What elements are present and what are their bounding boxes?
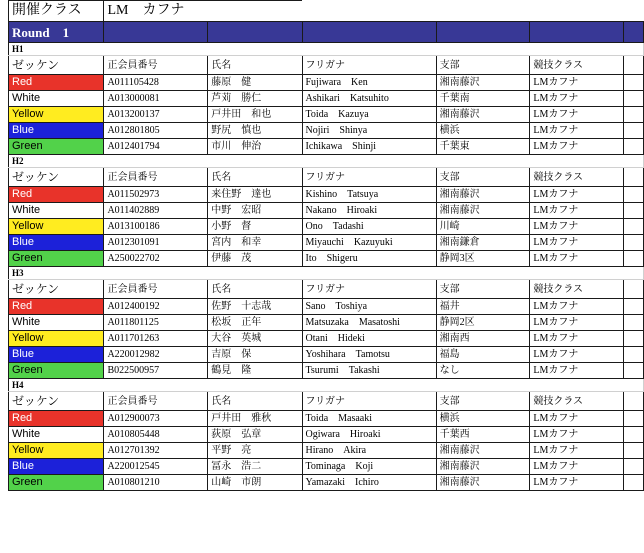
name-cell: 佐野 十志哉 (208, 299, 302, 315)
branch-cell: 福島 (436, 347, 530, 363)
zekken-color: Green (9, 475, 104, 491)
competitor-row (9, 219, 644, 235)
branch-cell: 湘南藤沢 (436, 475, 530, 491)
name-cell: 小野 督 (208, 219, 302, 235)
class-cell: LMカフナ (530, 75, 624, 91)
branch-cell: 千葉南 (436, 91, 530, 107)
furigana-cell: Otani Hideki (302, 331, 436, 347)
class-cell: LMカフナ (530, 331, 624, 347)
member-no-cell: A011801125 (104, 315, 208, 331)
header-class: 競技クラス (530, 168, 624, 187)
event-class-value: LM カフナ (104, 1, 302, 22)
furigana-cell: Toida Masaaki (302, 411, 436, 427)
heat-label: H3 (9, 267, 644, 280)
competitor-row (9, 331, 644, 347)
furigana-cell: Ichikawa Shinji (302, 139, 436, 155)
name-cell: 鶴見 隆 (208, 363, 302, 379)
heat-label-row (9, 43, 644, 56)
zekken-color: Green (9, 363, 104, 379)
round-label: Round 1 (9, 22, 104, 43)
branch-cell: 静岡2区 (436, 315, 530, 331)
furigana-cell: Matsuzaka Masatoshi (302, 315, 436, 331)
member-no-cell: A011105428 (104, 75, 208, 91)
member-no-cell: A010805448 (104, 427, 208, 443)
class-cell: LMカフナ (530, 187, 624, 203)
furigana-cell: Tsurumi Takashi (302, 363, 436, 379)
name-cell: 平野 亮 (208, 443, 302, 459)
zekken-color: Yellow (9, 331, 104, 347)
competitor-row (9, 107, 644, 123)
header-class: 競技クラス (530, 392, 624, 411)
class-cell: LMカフナ (530, 235, 624, 251)
name-cell: 大谷 英城 (208, 331, 302, 347)
heat-label: H1 (9, 43, 644, 56)
class-cell: LMカフナ (530, 219, 624, 235)
header-zekken: ゼッケン (9, 392, 104, 411)
competitor-row (9, 251, 644, 267)
heat-label: H2 (9, 155, 644, 168)
member-no-cell: A010801210 (104, 475, 208, 491)
branch-cell: 横浜 (436, 411, 530, 427)
class-cell: LMカフナ (530, 107, 624, 123)
class-cell: LMカフナ (530, 411, 624, 427)
competitor-row (9, 427, 644, 443)
header-zekken: ゼッケン (9, 56, 104, 75)
name-cell: 藤原 健 (208, 75, 302, 91)
class-cell: LMカフナ (530, 91, 624, 107)
branch-cell: 湘南藤沢 (436, 107, 530, 123)
event-class-row (9, 1, 644, 22)
heat-label-row (9, 379, 644, 392)
competitor-row (9, 203, 644, 219)
zekken-color: Red (9, 411, 104, 427)
furigana-cell: Kishino Tatsuya (302, 187, 436, 203)
header-member-no: 正会員番号 (104, 56, 208, 75)
header-branch: 支部 (436, 392, 530, 411)
member-no-cell: A012400192 (104, 299, 208, 315)
furigana-cell: Nakano Hiroaki (302, 203, 436, 219)
zekken-color: Yellow (9, 443, 104, 459)
furigana-cell: Tominaga Koji (302, 459, 436, 475)
zekken-color: White (9, 91, 104, 107)
member-no-cell: A011402889 (104, 203, 208, 219)
header-zekken: ゼッケン (9, 168, 104, 187)
competitor-row (9, 235, 644, 251)
name-cell: 宮内 和幸 (208, 235, 302, 251)
furigana-cell: Yoshihara Tamotsu (302, 347, 436, 363)
member-no-cell: A012900073 (104, 411, 208, 427)
zekken-color: Yellow (9, 219, 104, 235)
header-name: 氏名 (208, 280, 302, 299)
member-no-cell: A013200137 (104, 107, 208, 123)
furigana-cell: Ogiwara Hiroaki (302, 427, 436, 443)
branch-cell: なし (436, 363, 530, 379)
member-no-cell: A013000081 (104, 91, 208, 107)
member-no-cell: A220012545 (104, 459, 208, 475)
header-furigana: フリガナ (302, 168, 436, 187)
branch-cell: 千葉西 (436, 427, 530, 443)
name-cell: 戸井田 和也 (208, 107, 302, 123)
branch-cell: 湘南西 (436, 331, 530, 347)
header-branch: 支部 (436, 280, 530, 299)
header-furigana: フリガナ (302, 280, 436, 299)
zekken-color: Red (9, 299, 104, 315)
branch-cell: 湘南藤沢 (436, 75, 530, 91)
branch-cell: 湘南藤沢 (436, 187, 530, 203)
heat-label-row (9, 155, 644, 168)
competitor-row (9, 123, 644, 139)
class-cell: LMカフナ (530, 459, 624, 475)
header-furigana: フリガナ (302, 392, 436, 411)
branch-cell: 湘南藤沢 (436, 203, 530, 219)
branch-cell: 福井 (436, 299, 530, 315)
name-cell: 吉原 保 (208, 347, 302, 363)
header-member-no: 正会員番号 (104, 392, 208, 411)
member-no-cell: A012801805 (104, 123, 208, 139)
class-cell: LMカフナ (530, 427, 624, 443)
member-no-cell: B022500957 (104, 363, 208, 379)
name-cell: 伊藤 茂 (208, 251, 302, 267)
zekken-color: Yellow (9, 107, 104, 123)
heat-label: H4 (9, 379, 644, 392)
column-header-row (9, 56, 644, 75)
zekken-color: White (9, 427, 104, 443)
header-name: 氏名 (208, 392, 302, 411)
competitor-row (9, 443, 644, 459)
class-cell: LMカフナ (530, 347, 624, 363)
zekken-color: Green (9, 251, 104, 267)
member-no-cell: A013100186 (104, 219, 208, 235)
class-cell: LMカフナ (530, 299, 624, 315)
competitor-row (9, 363, 644, 379)
header-furigana: フリガナ (302, 56, 436, 75)
furigana-cell: Ito Shigeru (302, 251, 436, 267)
class-cell: LMカフナ (530, 443, 624, 459)
class-cell: LMカフナ (530, 475, 624, 491)
zekken-color: White (9, 203, 104, 219)
zekken-color: Green (9, 139, 104, 155)
competitor-row (9, 139, 644, 155)
header-name: 氏名 (208, 56, 302, 75)
furigana-cell: Ono Tadashi (302, 219, 436, 235)
round-bar (9, 22, 644, 43)
member-no-cell: A220012982 (104, 347, 208, 363)
heat-label-row (9, 267, 644, 280)
heat-sheet-table (8, 0, 644, 491)
member-no-cell: A012401794 (104, 139, 208, 155)
name-cell: 中野 宏昭 (208, 203, 302, 219)
branch-cell: 湘南鎌倉 (436, 235, 530, 251)
name-cell: 荻原 弘章 (208, 427, 302, 443)
zekken-color: Blue (9, 347, 104, 363)
competitor-row (9, 459, 644, 475)
name-cell: 芦苅 勝仁 (208, 91, 302, 107)
competitor-row (9, 299, 644, 315)
competitor-row (9, 315, 644, 331)
name-cell: 松坂 正年 (208, 315, 302, 331)
header-member-no: 正会員番号 (104, 280, 208, 299)
zekken-color: Red (9, 187, 104, 203)
header-class: 競技クラス (530, 56, 624, 75)
name-cell: 山崎 市朗 (208, 475, 302, 491)
furigana-cell: Miyauchi Kazuyuki (302, 235, 436, 251)
class-cell: LMカフナ (530, 203, 624, 219)
column-header-row (9, 168, 644, 187)
member-no-cell: A011701263 (104, 331, 208, 347)
furigana-cell: Sano Toshiya (302, 299, 436, 315)
member-no-cell: A012701392 (104, 443, 208, 459)
zekken-color: Blue (9, 459, 104, 475)
competitor-row (9, 347, 644, 363)
header-zekken: ゼッケン (9, 280, 104, 299)
furigana-cell: Hirano Akira (302, 443, 436, 459)
competitor-row (9, 75, 644, 91)
zekken-color: Blue (9, 235, 104, 251)
class-cell: LMカフナ (530, 315, 624, 331)
branch-cell: 川崎 (436, 219, 530, 235)
zekken-color: Blue (9, 123, 104, 139)
furigana-cell: Fujiwara Ken (302, 75, 436, 91)
class-cell: LMカフナ (530, 363, 624, 379)
competitor-row (9, 411, 644, 427)
column-header-row (9, 280, 644, 299)
furigana-cell: Nojiri Shinya (302, 123, 436, 139)
zekken-color: White (9, 315, 104, 331)
class-cell: LMカフナ (530, 251, 624, 267)
name-cell: 戸井田 雅秋 (208, 411, 302, 427)
header-name: 氏名 (208, 168, 302, 187)
furigana-cell: Yamazaki Ichiro (302, 475, 436, 491)
branch-cell: 静岡3区 (436, 251, 530, 267)
member-no-cell: A011502973 (104, 187, 208, 203)
zekken-color: Red (9, 75, 104, 91)
name-cell: 冨永 浩二 (208, 459, 302, 475)
member-no-cell: A012301091 (104, 235, 208, 251)
furigana-cell: Toida Kazuya (302, 107, 436, 123)
header-member-no: 正会員番号 (104, 168, 208, 187)
branch-cell: 千葉東 (436, 139, 530, 155)
furigana-cell: Ashikari Katsuhito (302, 91, 436, 107)
competitor-row (9, 187, 644, 203)
competitor-row (9, 475, 644, 491)
name-cell: 野尻 慎也 (208, 123, 302, 139)
branch-cell: 湘南藤沢 (436, 443, 530, 459)
competitor-row (9, 91, 644, 107)
class-cell: LMカフナ (530, 139, 624, 155)
header-branch: 支部 (436, 56, 530, 75)
class-cell: LMカフナ (530, 123, 624, 139)
branch-cell: 横浜 (436, 123, 530, 139)
column-header-row (9, 392, 644, 411)
name-cell: 市川 伸治 (208, 139, 302, 155)
branch-cell: 湘南藤沢 (436, 459, 530, 475)
header-branch: 支部 (436, 168, 530, 187)
header-class: 競技クラス (530, 280, 624, 299)
name-cell: 来住野 達也 (208, 187, 302, 203)
member-no-cell: A250022702 (104, 251, 208, 267)
event-class-label: 開催クラス (9, 1, 104, 22)
